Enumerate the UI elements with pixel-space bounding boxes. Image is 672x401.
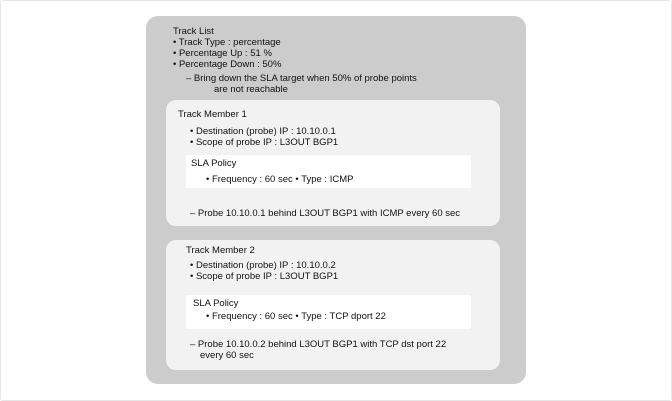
track-member-2-scope: • Scope of probe IP : L3OUT BGP1 xyxy=(190,271,339,282)
track-list-note-line1: – Bring down the SLA target when 50% of probe points xyxy=(186,73,417,84)
track-list-container xyxy=(146,16,526,384)
track-member-2-destination: • Destination (probe) IP : 10.10.0.2 xyxy=(190,260,336,271)
sla-policy-1-box xyxy=(186,155,471,188)
track-member-2-title: Track Member 2 xyxy=(186,245,255,256)
percentage-down-item: • Percentage Down : 50% xyxy=(173,59,282,70)
track-member-1-title: Track Member 1 xyxy=(178,109,247,120)
sla-policy-2-title: SLA Policy xyxy=(193,298,239,309)
track-member-2-note-line2: every 60 sec xyxy=(200,350,254,361)
sla-policy-2-box xyxy=(186,295,471,329)
sla-policy-1-title: SLA Policy xyxy=(191,158,237,169)
sla-policy-1-detail: • Frequency : 60 sec • Type : ICMP xyxy=(206,174,354,185)
sla-policy-2-detail: • Frequency : 60 sec • Type : TCP dport 22 xyxy=(206,311,386,322)
track-type-item: • Track Type : percentage xyxy=(173,37,281,48)
track-member-2-note-line1: – Probe 10.10.0.2 behind L3OUT BGP1 with TCP dst port 22 xyxy=(190,339,447,350)
track-list-title: Track List xyxy=(173,26,214,37)
track-member-1-note: – Probe 10.10.0.1 behind L3OUT BGP1 with ICMP every 60 sec xyxy=(190,208,461,219)
track-member-1-box xyxy=(166,100,500,226)
percentage-up-item: • Percentage Up : 51 % xyxy=(173,48,272,59)
track-member-1-scope: • Scope of probe IP : L3OUT BGP1 xyxy=(190,137,339,148)
track-member-1-destination: • Destination (probe) IP : 10.10.0.1 xyxy=(190,126,336,137)
track-member-2-box xyxy=(166,240,500,370)
track-list-note-line2: are not reachable xyxy=(214,84,288,95)
